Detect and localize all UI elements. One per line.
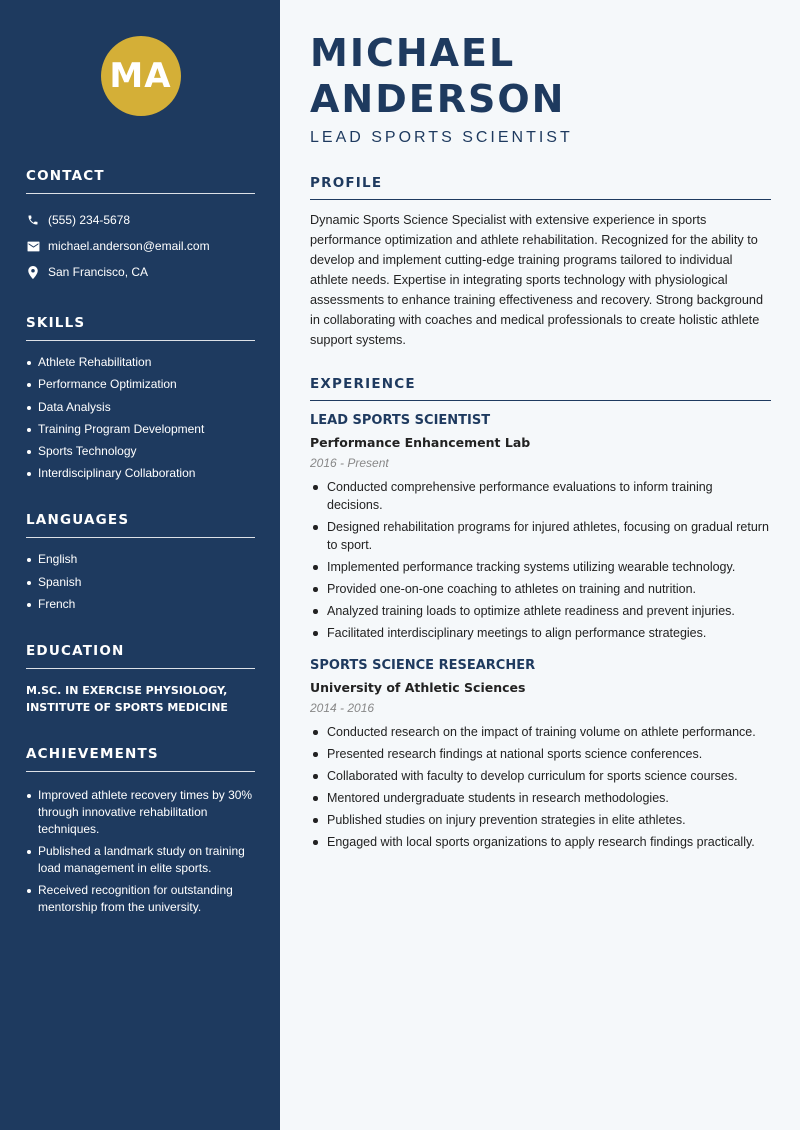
job-bullet: Designed rehabilitation programs for injured athletes, focusing on gradual return to sport. — [310, 518, 771, 554]
job-bullet: Collaborated with faculty to develop curriculum for sports science courses. — [310, 767, 771, 785]
job-bullet: Implemented performance tracking systems utilizing wearable technology. — [310, 558, 771, 576]
skills-list — [26, 354, 255, 482]
contact-section — [26, 168, 255, 285]
profile-heading: PROFILE — [310, 175, 771, 200]
job-bullet: Published studies on injury prevention strategies in elite athletes. — [310, 811, 771, 829]
job-bullet: Conducted comprehensive performance evaluations to inform training decisions. — [310, 478, 771, 514]
profile-text: Dynamic Sports Science Specialist with extensive experience in sports performance optimization and athlete rehabilitation. Recognized for the ability to develop and implement cutting-edge training programs tailored to individual athlete needs. Expertise in integrating sports technology with physiological assessments to enhance training effectiveness and recovery. Strong background in collaborating with coaches and medical professionals to create holistic athlete support systems. — [310, 213, 764, 347]
education-heading: EDUCATION — [26, 643, 255, 669]
skill-item: Interdisciplinary Collaboration — [26, 465, 255, 482]
languages-heading: LANGUAGES — [26, 512, 255, 538]
job-organization: Performance Enhancement Lab — [310, 435, 531, 450]
job-bullet: Engaged with local sports organizations to apply research findings practically. — [310, 833, 771, 851]
profile-section — [310, 175, 771, 350]
achievements-section — [26, 746, 255, 916]
skill-item: Data Analysis — [26, 399, 255, 416]
job-dates: 2016 - Present — [310, 456, 389, 470]
job-bullet: Provided one-on-one coaching to athletes on training and nutrition. — [310, 580, 771, 598]
achievement-item: Improved athlete recovery times by 30% through innovative rehabilitation techniques. — [26, 787, 255, 838]
job-bullets — [310, 723, 771, 851]
language-item: Spanish — [26, 574, 255, 591]
contact-phone-text: (555) 234-5678 — [48, 213, 131, 227]
contact-email-text: michael.anderson@email.com — [48, 239, 210, 253]
avatar: MA — [101, 36, 181, 116]
job-dates: 2014 - 2016 — [310, 701, 375, 715]
email-icon — [26, 239, 40, 253]
contact-heading: CONTACT — [26, 168, 255, 194]
main-content — [280, 0, 800, 1130]
job-entry — [310, 411, 771, 642]
job-bullets — [310, 478, 771, 642]
contact-location-text: San Francisco, CA — [48, 265, 149, 279]
achievement-item: Published a landmark study on training load management in elite sports. — [26, 843, 255, 877]
skill-item: Athlete Rehabilitation — [26, 354, 255, 371]
education-section — [26, 643, 255, 716]
achievements-heading: ACHIEVEMENTS — [26, 746, 255, 772]
job-bullet: Conducted research on the impact of training volume on athlete performance. — [310, 723, 771, 741]
language-item: French — [26, 596, 255, 613]
sidebar — [0, 0, 280, 1130]
languages-section — [26, 512, 255, 613]
job-organization: University of Athletic Sciences — [310, 680, 526, 695]
job-bullet: Facilitated interdisciplinary meetings to align performance strategies. — [310, 624, 771, 642]
skill-item: Sports Technology — [26, 443, 255, 460]
achievements-list — [26, 787, 255, 916]
skills-heading: SKILLS — [26, 315, 255, 341]
job-bullet: Analyzed training loads to optimize athlete readiness and prevent injuries. — [310, 602, 771, 620]
skills-section — [26, 315, 255, 482]
candidate-title: LEAD SPORTS SCIENTIST — [310, 129, 573, 146]
job-title: SPORTS SCIENCE RESEARCHER — [310, 658, 536, 673]
contact-email — [26, 233, 255, 259]
job-entry — [310, 656, 771, 851]
contact-phone — [26, 207, 255, 233]
language-item: English — [26, 551, 255, 568]
contact-location — [26, 259, 255, 285]
location-pin-icon — [26, 265, 40, 279]
experience-heading: EXPERIENCE — [310, 376, 771, 401]
achievement-item: Received recognition for outstanding mentorship from the university. — [26, 882, 255, 916]
skill-item: Training Program Development — [26, 421, 255, 438]
job-bullet: Presented research findings at national sports science conferences. — [310, 745, 771, 763]
experience-section — [310, 376, 771, 851]
phone-icon — [26, 213, 40, 227]
candidate-name: MICHAEL ANDERSON — [310, 31, 566, 121]
job-bullet: Mentored undergraduate students in research methodologies. — [310, 789, 771, 807]
languages-list — [26, 551, 255, 613]
education-degree: M.SC. IN EXERCISE PHYSIOLOGY, INSTITUTE OF SPORTS MEDICINE — [26, 684, 228, 715]
job-title: LEAD SPORTS SCIENTIST — [310, 413, 491, 428]
skill-item: Performance Optimization — [26, 376, 255, 393]
